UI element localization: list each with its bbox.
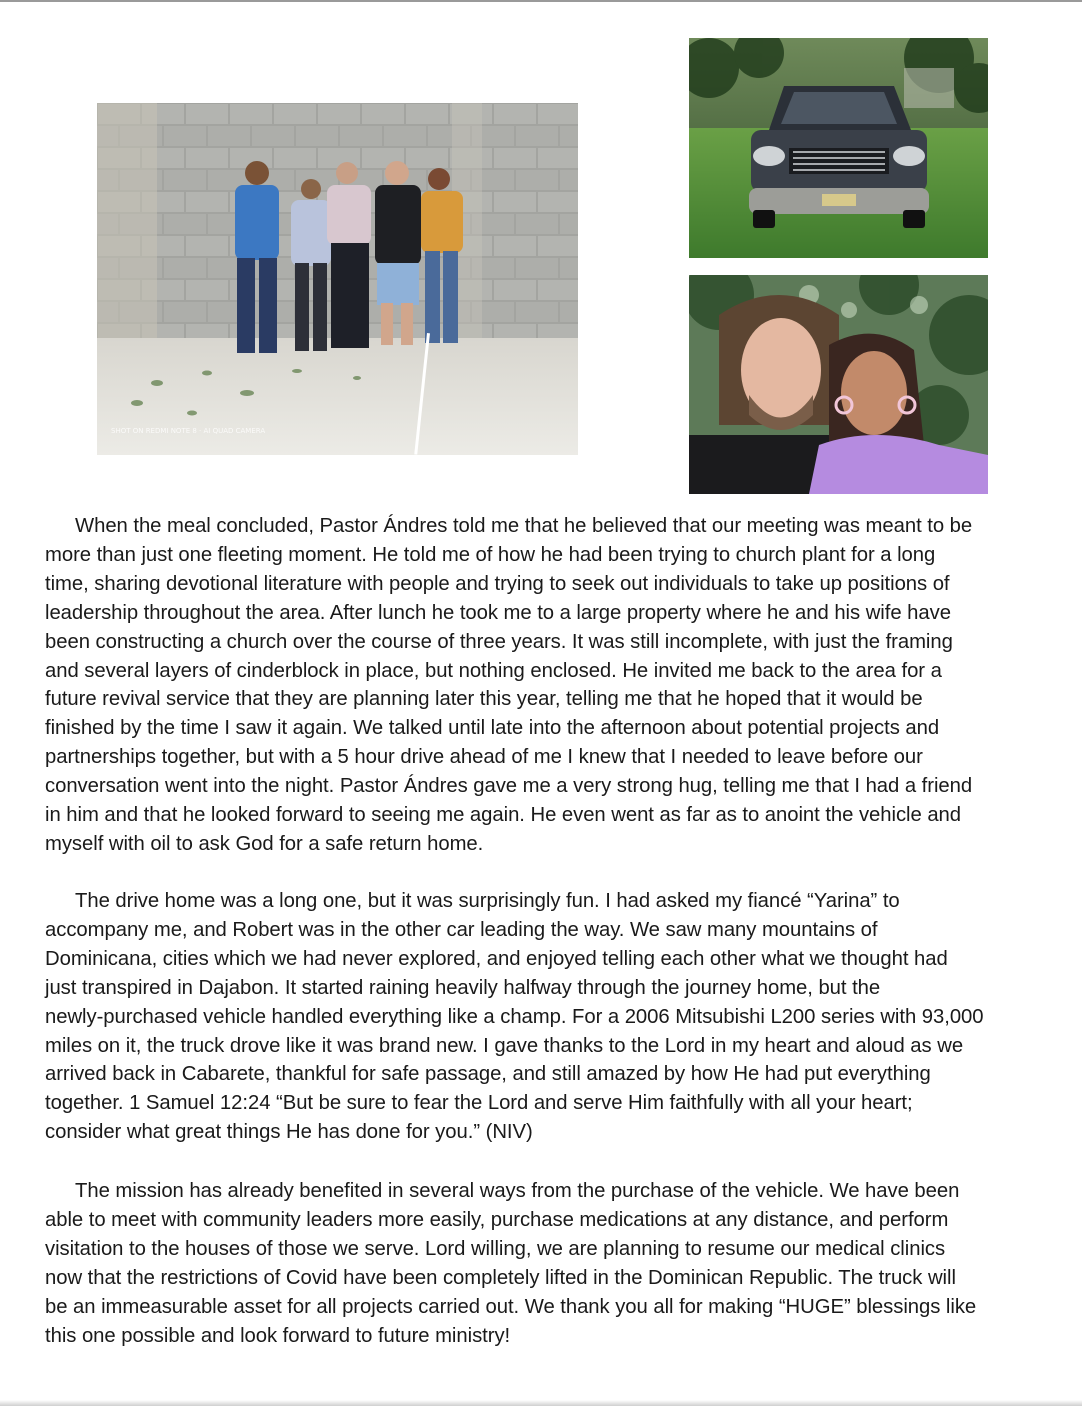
text-line: The mission has already benefited in several ways from the purchase of the vehicle. We have been: [75, 1180, 960, 1202]
text-line: leadership throughout the area. After lunch he took me to a large property where he and his wife have: [45, 601, 951, 624]
couple-photo-drawing: [689, 275, 988, 494]
text-line: Dominicana, cities which we had never explored, and enjoyed telling each other what we thought had: [45, 947, 948, 970]
text-line: arrived back in Cabarete, thankful for safe passage, and still amazed by how He had put everything: [45, 1063, 931, 1086]
text-line: visitation to the houses of those we serve. Lord willing, we are planning to resume our medical clinics: [45, 1237, 946, 1260]
text-line: miles on it, the truck drove like it was brand new. I gave thanks to the Lord in my heart and aloud as we: [45, 1034, 964, 1057]
text-line: future revival service that they are planning later this year, telling me that he hoped that it would be: [45, 688, 923, 711]
text-line: time, sharing devotional literature with people and trying to seek out individuals to take up positions of: [45, 572, 950, 595]
page-top-border: [0, 0, 1082, 2]
group-photo-drawing: [97, 103, 578, 455]
text-line: in him and that he looked forward to seeing me again. He even went as far as to anoint the vehicle and: [45, 804, 962, 827]
text-line: able to meet with community leaders more easily, purchase medications at any distance, and perform: [45, 1208, 949, 1231]
paragraph-drive-home: [45, 887, 1045, 1147]
text-line: more than just one fleeting moment. He told me of how he had been trying to church plant for a long: [45, 543, 936, 566]
text-line: newly-purchased vehicle handled everything like a champ. For a 2006 Mitsubishi L200 series with 93,000: [45, 1005, 984, 1028]
truck-photo-drawing: [689, 38, 988, 258]
text-line: and several layers of cinderblock in place, but nothing enclosed. He invited me back to the area for a: [45, 659, 942, 682]
photo-watermark: SHOT ON REDMI NOTE 8 · AI QUAD CAMERA: [111, 427, 266, 435]
text-line: just transpired in Dajabon. It started raining heavily halfway through the journey home, but the: [45, 976, 881, 999]
text-line: conversation went into the night. Pastor Ándres gave me a very strong hug, telling me that I had a friend: [45, 775, 973, 798]
text-line: finished by the time I saw it again. We talked until late into the afternoon about potential projects and: [45, 717, 940, 740]
paragraph-meal-concluded: [45, 512, 1045, 859]
text-line: consider what great things He has done for you.” (NIV): [45, 1121, 533, 1144]
text-line: partnerships together, but with a 5 hour drive ahead of me I knew that I needed to leave before our: [45, 746, 923, 769]
text-line: accompany me, and Robert was in the other car leading the way. We saw many mountains of: [45, 918, 878, 941]
text-line: The drive home was a long one, but it was surprisingly fun. I had asked my fiancé “Yarina” to: [75, 890, 900, 912]
group-photo: [97, 103, 578, 455]
text-line: now that the restrictions of Covid have been completely lifted in the Dominican Republic. The truck will: [45, 1266, 956, 1289]
text-line: this one possible and look forward to future ministry!: [45, 1324, 511, 1347]
text-line: together. 1 Samuel 12:24 “But be sure to fear the Lord and serve Him faithfully with all your heart;: [45, 1092, 913, 1115]
text-line: be an immeasurable asset for all projects carried out. We thank you all for making “HUGE” blessings like: [45, 1295, 977, 1318]
text-line: When the meal concluded, Pastor Ándres told me that he believed that our meeting was meant to be: [75, 515, 973, 537]
paragraph-mission-benefits: [45, 1177, 1045, 1350]
couple-photo: [689, 275, 988, 494]
truck-photo: [689, 38, 988, 258]
page-bottom-edge: [0, 1400, 1082, 1406]
text-line: myself with oil to ask God for a safe return home.: [45, 832, 484, 855]
text-line: been constructing a church over the course of three years. It was still incomplete, with just the framing: [45, 630, 953, 653]
